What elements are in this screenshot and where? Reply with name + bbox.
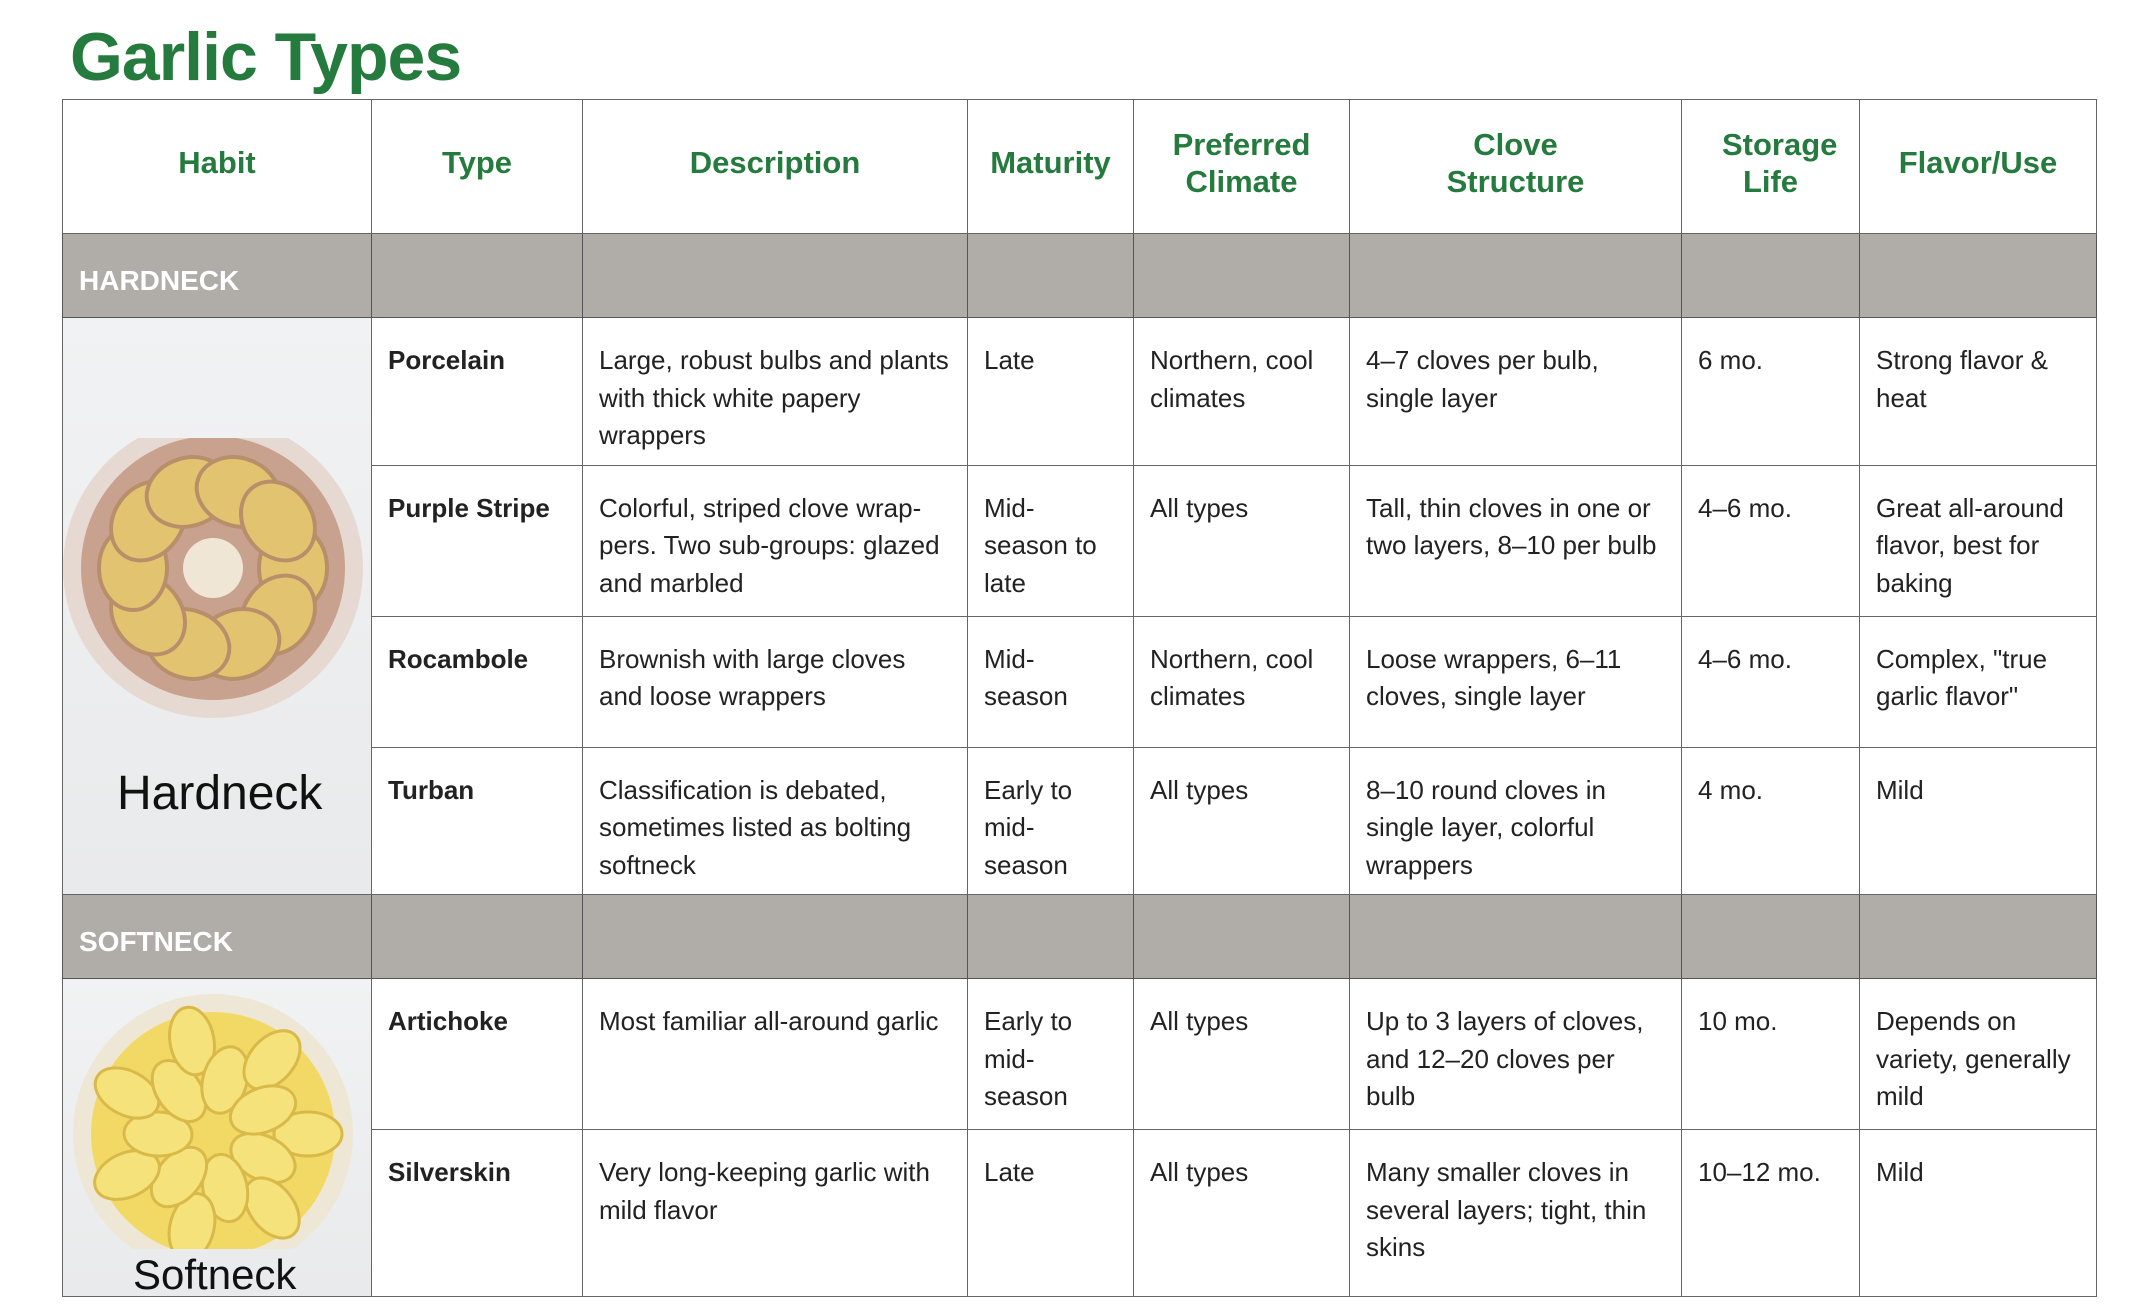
header-maturity: Maturity <box>968 100 1134 234</box>
cell-storage: 4 mo. <box>1682 747 1860 895</box>
cell-climate: All types <box>1134 747 1350 895</box>
habit-image-cell <box>63 979 372 1297</box>
image-caption: Softneck <box>133 1251 297 1298</box>
cell-maturity: Late <box>968 318 1134 466</box>
group-label: SOFTNECK <box>63 895 372 979</box>
cell-storage: 10–12 mo. <box>1682 1130 1860 1297</box>
group-band-hardneck <box>63 234 2097 318</box>
cell-clove: Many smaller cloves in several layers; tight, thin skins <box>1350 1130 1682 1297</box>
cell-flavor: Great all-around flavor, best for baking <box>1860 465 2097 616</box>
cell-maturity: Early to mid-season <box>968 979 1134 1130</box>
cell-type: Porcelain <box>372 318 583 466</box>
cell-clove: Loose wrappers, 6–11 cloves, single layer <box>1350 616 1682 747</box>
band-cell <box>583 234 968 318</box>
band-cell <box>372 234 583 318</box>
cell-climate: Northern, cool climates <box>1134 616 1350 747</box>
cell-flavor: Mild <box>1860 1130 2097 1297</box>
cell-flavor: Depends on variety, generally mild <box>1860 979 2097 1130</box>
header-clove-structure: Clove Structure <box>1350 100 1682 234</box>
band-cell <box>968 234 1134 318</box>
table-row <box>63 318 2097 466</box>
cell-climate: All types <box>1134 465 1350 616</box>
cell-maturity: Mid-season <box>968 616 1134 747</box>
header-climate: Preferred Climate <box>1134 100 1350 234</box>
cell-type: Artichoke <box>372 979 583 1130</box>
cell-flavor: Strong flavor & heat <box>1860 318 2097 466</box>
cell-clove: Tall, thin cloves in one or two layers, 8–10 per bulb <box>1350 465 1682 616</box>
cell-clove: 8–10 round cloves in single layer, colorful wrappers <box>1350 747 1682 895</box>
cell-flavor: Complex, "true garlic flavor" <box>1860 616 2097 747</box>
cell-maturity: Mid-season to late <box>968 465 1134 616</box>
cell-climate: All types <box>1134 1130 1350 1297</box>
band-cell <box>1350 895 1682 979</box>
cell-description: Brownish with large cloves and loose wrappers <box>583 616 968 747</box>
band-cell <box>583 895 968 979</box>
band-cell <box>1350 234 1682 318</box>
cell-type: Silverskin <box>372 1130 583 1297</box>
header-habit: Habit <box>63 100 372 234</box>
cell-type: Purple Stripe <box>372 465 583 616</box>
band-cell <box>1682 895 1860 979</box>
cell-climate: Northern, cool climates <box>1134 318 1350 466</box>
habit-image-cell <box>63 318 372 895</box>
cell-storage: 4–6 mo. <box>1682 616 1860 747</box>
band-cell <box>372 895 583 979</box>
header-flavor-use: Flavor/Use <box>1860 100 2097 234</box>
header-row <box>63 100 2097 234</box>
header-storage-life: Storage Life <box>1682 100 1860 234</box>
cell-description: Colorful, striped clove wrap-pers. Two sub-groups: glazed and marbled <box>583 465 968 616</box>
cell-clove: 4–7 cloves per bulb, single layer <box>1350 318 1682 466</box>
header-type: Type <box>372 100 583 234</box>
cell-description: Large, robust bulbs and plants with thick white papery wrappers <box>583 318 968 466</box>
page-title: Garlic Types <box>70 19 462 95</box>
band-cell <box>968 895 1134 979</box>
band-cell <box>1860 234 2097 318</box>
band-cell <box>1682 234 1860 318</box>
cell-description: Classification is debated, sometimes listed as bolting softneck <box>583 747 968 895</box>
cell-storage: 6 mo. <box>1682 318 1860 466</box>
band-cell <box>1134 234 1350 318</box>
band-cell <box>1134 895 1350 979</box>
table-row <box>63 979 2097 1130</box>
band-cell <box>1860 895 2097 979</box>
cell-storage: 4–6 mo. <box>1682 465 1860 616</box>
cell-description: Most familiar all-around garlic <box>583 979 968 1130</box>
cell-clove: Up to 3 layers of cloves, and 12–20 cloves per bulb <box>1350 979 1682 1130</box>
cell-flavor: Mild <box>1860 747 2097 895</box>
softneck-garlic-image <box>63 989 372 1249</box>
cell-type: Turban <box>372 747 583 895</box>
cell-climate: All types <box>1134 979 1350 1130</box>
garlic-types-table <box>62 99 2097 1297</box>
group-band-softneck <box>63 895 2097 979</box>
cell-type: Rocambole <box>372 616 583 747</box>
cell-description: Very long-keeping garlic with mild flavor <box>583 1130 968 1297</box>
image-caption: Hardneck <box>117 767 323 820</box>
header-description: Description <box>583 100 968 234</box>
group-label: HARDNECK <box>63 234 372 318</box>
hardneck-garlic-image <box>63 438 372 738</box>
cell-storage: 10 mo. <box>1682 979 1860 1130</box>
cell-maturity: Early to mid-season <box>968 747 1134 895</box>
cell-maturity: Late <box>968 1130 1134 1297</box>
